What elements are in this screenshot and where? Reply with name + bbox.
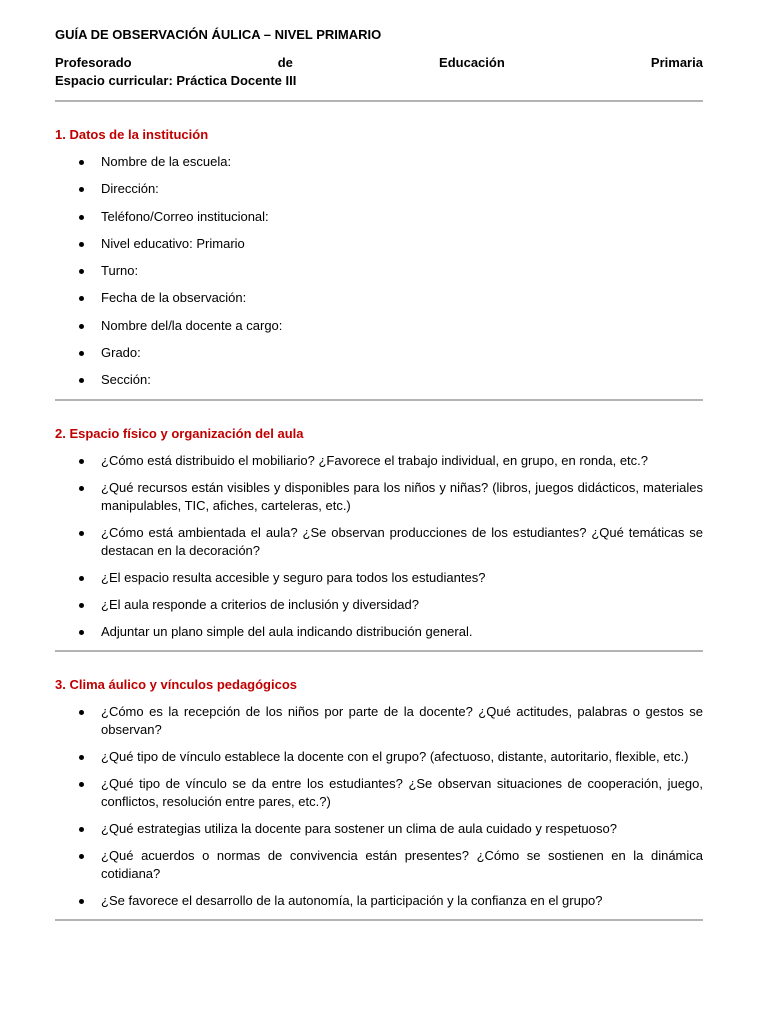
section-title: 2. Espacio físico y organización del aula bbox=[55, 425, 304, 441]
list-item: ¿El espacio resulta accesible y seguro para todos los estudiantes? bbox=[101, 569, 703, 587]
list-item: Nivel educativo: Primario bbox=[101, 235, 703, 253]
list-item: ¿El aula responde a criterios de inclusión y diversidad? bbox=[101, 596, 703, 614]
section-classroom-climate bbox=[55, 676, 703, 921]
list-item: ¿Qué estrategias utiliza la docente para sostener un clima de aula cuidado y respetuoso? bbox=[101, 820, 703, 838]
header-line-curricular-space: Espacio curricular: Práctica Docente III bbox=[55, 73, 297, 88]
list-item: ¿Qué tipo de vínculo establece la docente con el grupo? (afectuoso, distante, autoritario, flexible, etc.) bbox=[101, 748, 703, 766]
divider bbox=[55, 650, 703, 652]
divider bbox=[55, 919, 703, 921]
section-title: 1. Datos de la institución bbox=[55, 127, 209, 142]
list-item: Nombre del/la docente a cargo: bbox=[101, 317, 703, 335]
list-item: ¿Qué acuerdos o normas de convivencia están presentes? ¿Cómo se sostienen en la dinámica cotidiana? bbox=[101, 847, 703, 881]
bullet-list bbox=[55, 452, 703, 641]
header-word-4: Primaria bbox=[650, 55, 703, 70]
list-item: Teléfono/Correo institucional: bbox=[101, 208, 703, 226]
list-item: Grado: bbox=[101, 344, 703, 362]
list-item: Turno: bbox=[101, 262, 703, 280]
list-item: ¿Cómo está distribuido el mobiliario? ¿Favorece el trabajo individual, en grupo, en ronda, etc.? bbox=[101, 452, 703, 470]
divider bbox=[55, 399, 703, 401]
section-institution-data bbox=[55, 126, 703, 401]
header-line-program bbox=[55, 54, 703, 72]
header-word-1: Profesorado bbox=[55, 55, 132, 70]
section-physical-space bbox=[55, 425, 703, 652]
list-item: ¿Cómo es la recepción de los niños por parte de la docente? ¿Qué actitudes, palabras o gestos se observan? bbox=[101, 703, 703, 737]
list-item: ¿Se favorece el desarrollo de la autonomía, la participación y la confianza en el grupo? bbox=[101, 892, 703, 910]
divider bbox=[55, 100, 703, 102]
list-item: Nombre de la escuela: bbox=[101, 153, 703, 171]
list-item: ¿Cómo está ambientada el aula? ¿Se observan producciones de los estudiantes? ¿Qué temáticas se destacan en la decoración? bbox=[101, 524, 703, 558]
list-item: Fecha de la observación: bbox=[101, 289, 703, 307]
bullet-list bbox=[55, 153, 703, 389]
section-title: 3. Clima áulico y vínculos pedagógicos bbox=[55, 676, 298, 692]
document-title: GUÍA DE OBSERVACIÓN ÁULICA – NIVEL PRIMARIO bbox=[55, 27, 382, 42]
list-item: Adjuntar un plano simple del aula indicando distribución general. bbox=[101, 623, 703, 641]
bullet-list bbox=[55, 703, 703, 910]
list-item: ¿Qué recursos están visibles y disponibles para los niños y niñas? (libros, juegos didácticos, materiales manipulables, TIC, afiches, carteleras, etc.) bbox=[101, 479, 703, 513]
list-item: Dirección: bbox=[101, 180, 703, 198]
list-item: ¿Qué tipo de vínculo se da entre los estudiantes? ¿Se observan situaciones de cooperación, juego, conflictos, resolución entre pares, etc.?) bbox=[101, 775, 703, 809]
header-word-3: Educación bbox=[439, 55, 505, 70]
header-word-2: de bbox=[277, 55, 293, 70]
list-item: Sección: bbox=[101, 371, 703, 389]
